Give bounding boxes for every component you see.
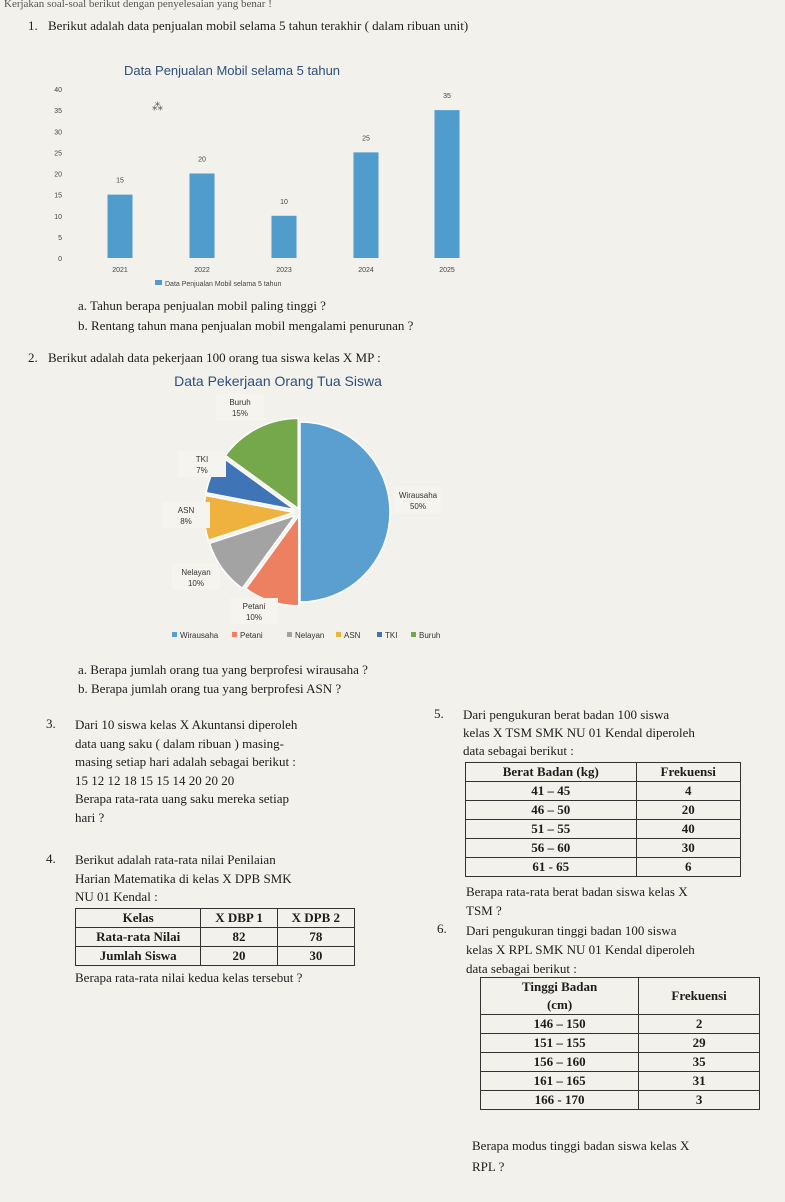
bar-data-label: 25: [362, 135, 370, 143]
q2-question-a: a. Berapa jumlah orang tua yang berprofesi wirausaha ?: [78, 662, 368, 677]
pie-chart-slices: [204, 418, 390, 605]
bar-legend-swatch: [155, 280, 162, 285]
q2-number: 2.: [28, 350, 38, 365]
pie-chart-legend: [172, 631, 440, 640]
table-row: [76, 928, 355, 947]
table-cell: 20: [636, 801, 741, 820]
table-cell: 6: [636, 858, 741, 877]
y-tick-label: 15: [54, 192, 62, 200]
table-cell: 29: [639, 1034, 760, 1053]
y-tick-label: 20: [54, 171, 62, 179]
pie-percent-label: 10%: [187, 579, 205, 588]
table-cell: 78: [277, 928, 354, 947]
pie-category-label: Nelayan: [181, 568, 211, 577]
q3-line: hari ?: [75, 809, 105, 825]
q5-line: kelas X TSM SMK NU 01 Kendal diperoleh: [463, 725, 695, 740]
q4-line: Harian Matematika di kelas X DPB SMK: [75, 870, 292, 886]
q6-number: 6.: [437, 921, 447, 936]
table-row: [466, 801, 741, 820]
table-row: [481, 1015, 760, 1034]
q3-body: [75, 716, 297, 827]
pie-chart-title: Data Pekerjaan Orang Tua Siswa: [174, 373, 382, 389]
table-cell: Jumlah Siswa: [76, 947, 201, 966]
pie-slice: [300, 422, 390, 602]
q5-table: [465, 762, 741, 877]
table-header-cell: Berat Badan (kg): [466, 763, 637, 782]
table-row: [481, 1053, 760, 1072]
legend-label: Petani: [240, 631, 263, 640]
q1-question-b: b. Rentang tahun mana penjualan mobil mengalami penurunan ?: [78, 318, 414, 333]
instruction-header: Kerjakan soal-soal berikut dengan penyelesaian yang benar !: [4, 0, 272, 10]
table-row: [481, 1091, 760, 1110]
bar-chart: [40, 55, 480, 295]
table-cell: Rata-rata Nilai: [76, 928, 201, 947]
q4-body: [75, 851, 292, 907]
bar-data-label: 10: [280, 198, 288, 206]
table-row: [481, 1072, 760, 1091]
bar: [435, 110, 460, 258]
table-cell: 156 – 160: [481, 1053, 639, 1072]
q3-data-values: 15 12 12 18 15 15 14 20 20 20: [75, 772, 235, 788]
q4-line: Berikut adalah rata-rata nilai Penilaian: [75, 852, 276, 867]
table-cell: 56 – 60: [466, 839, 637, 858]
bar-chart-bars: [108, 93, 460, 258]
table-cell: 4: [636, 782, 741, 801]
table-header-cell: Frekuensi: [639, 978, 760, 1015]
table-cell: 40: [636, 820, 741, 839]
legend-swatch: [232, 632, 237, 637]
pie-category-label: Petani: [242, 602, 266, 611]
table-cell: 146 – 150: [481, 1015, 639, 1034]
q6-table: [480, 977, 760, 1110]
table-cell: 82: [201, 928, 277, 947]
q3-line: Berapa rata-rata uang saku mereka setiap: [75, 791, 290, 806]
table-row: [481, 1034, 760, 1053]
q5-question: Berapa rata-rata berat badan siswa kelas X TSM ?: [466, 884, 688, 918]
q3-number: 3.: [46, 716, 56, 731]
table-header-cell: X DBP 1: [201, 909, 277, 928]
legend-label: Nelayan: [295, 631, 325, 640]
bar-chart-y-axis: [54, 87, 62, 263]
table-cell: 161 – 165: [481, 1072, 639, 1091]
x-tick-label: 2024: [358, 267, 374, 274]
q3-line: masing setiap hari adalah sebagai berikut :: [75, 754, 296, 769]
y-tick-label: 30: [54, 129, 62, 137]
q5-line: data sebagai berikut :: [463, 743, 574, 758]
pie-chart: [150, 368, 480, 653]
pie-percent-label: 50%: [409, 502, 427, 511]
q6-question: Berapa modus tinggi badan siswa kelas X RPL ?: [472, 1138, 690, 1174]
table-cell: 51 – 55: [466, 820, 637, 839]
bar: [354, 152, 379, 258]
bar-chart-title: Data Penjualan Mobil selama 5 tahun: [123, 63, 341, 78]
legend-swatch: [377, 632, 382, 637]
q6-line: Dari pengukuran tinggi badan 100 siswa: [466, 923, 677, 938]
table-row: [466, 820, 741, 839]
pie-percent-label: 7%: [196, 466, 208, 475]
q4-number: 4.: [46, 851, 56, 866]
q4-question: Berapa rata-rata nilai kedua kelas tersebut ?: [75, 970, 303, 985]
q4-line: NU 01 Kendal :: [75, 889, 158, 904]
q6-body: [466, 921, 695, 978]
x-tick-label: 2023: [276, 267, 292, 274]
table-cell: 2: [639, 1015, 760, 1034]
table-cell: 20: [201, 947, 277, 966]
q4-table: [75, 908, 355, 966]
q6-line: kelas X RPL SMK NU 01 Kendal diperoleh: [466, 942, 695, 957]
legend-label: TKI: [385, 631, 398, 640]
pie-percent-label: 15%: [231, 409, 249, 418]
q2-question-b: b. Berapa jumlah orang tua yang berprofesi ASN ?: [78, 681, 342, 696]
pie-category-label: Buruh: [229, 398, 251, 407]
pie-category-label: TKI: [195, 455, 209, 464]
legend-swatch: [411, 632, 416, 637]
table-header-cell: Frekuensi: [636, 763, 741, 782]
legend-swatch: [287, 632, 292, 637]
bar-data-label: 15: [116, 177, 124, 185]
legend-label: ASN: [344, 631, 361, 640]
table-cell: 35: [639, 1053, 760, 1072]
legend-swatch: [172, 632, 177, 637]
y-tick-label: 10: [54, 213, 62, 221]
q2-text: Berikut adalah data pekerjaan 100 orang tua siswa kelas X MP :: [48, 350, 381, 365]
table-cell: 166 - 170: [481, 1091, 639, 1110]
pie-category-label: Wirausaha: [398, 491, 438, 500]
table-cell: 30: [277, 947, 354, 966]
x-tick-label: 2025: [439, 267, 455, 274]
q3-line: data uang saku ( dalam ribuan ) masing-: [75, 735, 285, 751]
bar-data-label: 20: [198, 156, 206, 164]
sparkle-icon: ⁂: [152, 101, 163, 113]
table-header-cell: X DPB 2: [277, 909, 354, 928]
table-row: [76, 947, 355, 966]
pie-percent-label: 8%: [180, 517, 192, 526]
table-cell: 151 – 155: [481, 1034, 639, 1053]
q1-number: 1.: [28, 18, 38, 33]
x-tick-label: 2021: [112, 267, 128, 274]
q5-number: 5.: [434, 706, 444, 721]
y-tick-label: 5: [58, 234, 62, 242]
bar-data-label: 35: [443, 93, 451, 101]
table-header-row: [481, 978, 760, 1015]
legend-swatch: [336, 632, 341, 637]
table-cell: 30: [636, 839, 741, 858]
bar-legend-label: Data Penjualan Mobil selama 5 tahun: [165, 281, 282, 288]
y-tick-label: 0: [58, 256, 62, 263]
q3-line: Dari 10 siswa kelas X Akuntansi diperoleh: [75, 717, 298, 732]
y-tick-label: 35: [54, 108, 62, 116]
q5-line: Dari pengukuran berat badan 100 siswa: [463, 707, 670, 722]
q6-line: data sebagai berikut :: [466, 961, 577, 976]
table-cell: 31: [639, 1072, 760, 1091]
table-header-cell: Kelas: [76, 909, 201, 928]
table-row: [466, 782, 741, 801]
table-header-cell: Tinggi Badan (cm): [481, 978, 639, 1015]
bar: [190, 174, 215, 259]
table-cell: 61 - 65: [466, 858, 637, 877]
table-cell: 41 – 45: [466, 782, 637, 801]
table-header-row: [466, 763, 741, 782]
bar-chart-x-axis: [112, 267, 455, 274]
table-row: [466, 839, 741, 858]
bar: [108, 195, 133, 258]
pie-category-label: ASN: [177, 506, 195, 515]
table-row: [466, 858, 741, 877]
table-header-row: [76, 909, 355, 928]
legend-label: Wirausaha: [180, 631, 219, 640]
pie-percent-label: 10%: [245, 613, 263, 622]
y-tick-label: 40: [54, 87, 62, 94]
q1-text: Berikut adalah data penjualan mobil selama 5 tahun terakhir ( dalam ribuan unit): [48, 18, 469, 33]
table-cell: 3: [639, 1091, 760, 1110]
table-cell: 46 – 50: [466, 801, 637, 820]
x-tick-label: 2022: [194, 267, 210, 274]
y-tick-label: 25: [54, 150, 62, 158]
q5-body: [463, 706, 695, 760]
legend-label: Buruh: [419, 631, 441, 640]
q1-question-a: a. Tahun berapa penjualan mobil paling tinggi ?: [78, 298, 326, 313]
bar: [272, 216, 297, 258]
